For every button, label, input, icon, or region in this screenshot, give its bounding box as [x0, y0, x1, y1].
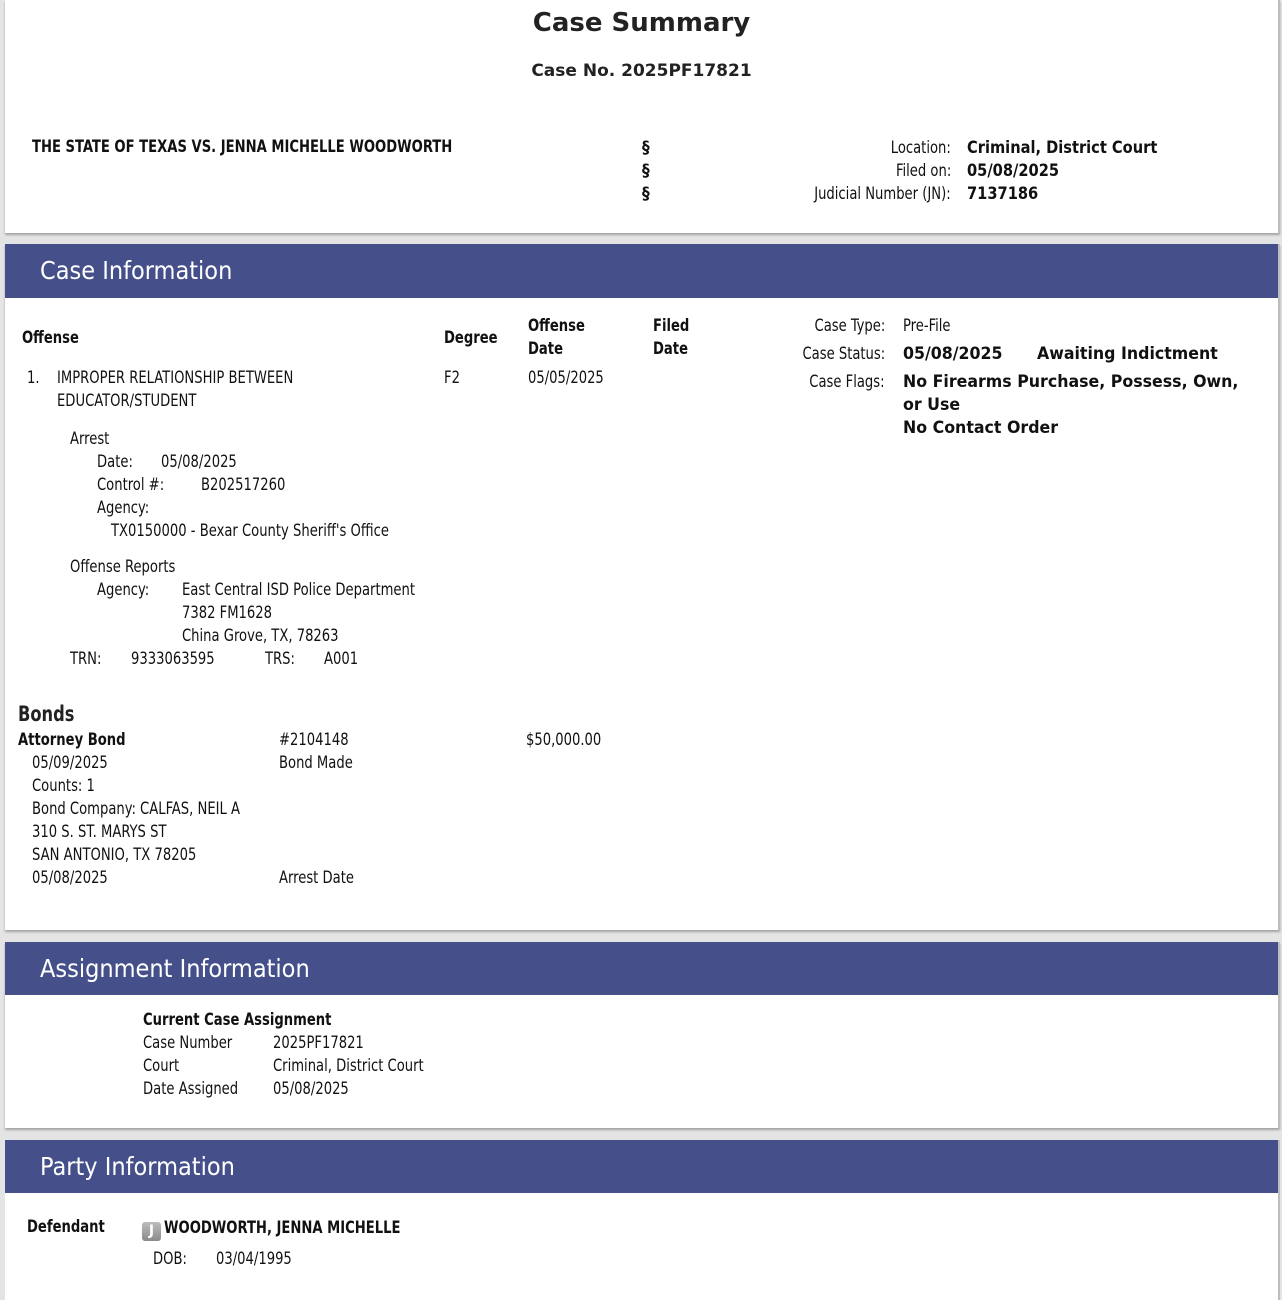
offense-reports-agency-label: Agency:: [97, 580, 150, 600]
case-status-label: Case Status:: [802, 344, 885, 364]
bond-date: 05/09/2025: [32, 753, 108, 773]
bond-arrest-date-label: Arrest Date: [279, 868, 354, 888]
offense-name: IMPROPER RELATIONSHIP BETWEEN: [57, 368, 294, 388]
trs-value: A001: [324, 649, 359, 669]
party-name[interactable]: WOODWORTH, JENNA MICHELLE: [164, 1218, 401, 1238]
offense-reports-address: 7382 FM1628: [182, 603, 273, 623]
section-symbol: §: [642, 184, 650, 204]
offense-reports-city: China Grove, TX, 78263: [182, 626, 339, 646]
assignment-case-number: 2025PF17821: [273, 1033, 364, 1053]
case-style-text: THE STATE OF TEXAS VS. JENNA MICHELLE WOODWORTH: [32, 137, 453, 157]
arrest-date: 05/08/2025: [161, 452, 237, 472]
party-role: Defendant: [27, 1217, 105, 1237]
arrest-heading: Arrest: [70, 429, 110, 449]
assignment-court: Criminal, District Court: [273, 1056, 424, 1076]
case-style: [32, 137, 521, 157]
section-title-assignment-information: Assignment Information: [5, 942, 1278, 995]
assignment-date-label: Date Assigned: [143, 1079, 239, 1099]
offense-date: 05/05/2025: [528, 368, 604, 388]
offense-reports-agency: East Central ISD Police Department: [182, 580, 416, 600]
bond-counts: Counts: 1: [32, 776, 95, 796]
page-title: Case Summary: [532, 8, 751, 38]
bonds-heading: Bonds: [18, 702, 75, 726]
party-name-row[interactable]: [142, 1217, 439, 1241]
assignment-court-label: Court: [143, 1056, 180, 1076]
case-type-label: Case Type:: [814, 316, 885, 336]
filed-on-value: 05/08/2025: [967, 161, 1060, 181]
offense-degree: F2: [444, 368, 460, 388]
filed-on-label: Filed on:: [895, 161, 951, 181]
column-header-filed-date: Filed Date: [653, 316, 690, 359]
case-flags-label: Case Flags:: [809, 372, 885, 392]
section-title-party-information: Party Information: [5, 1140, 1278, 1193]
offense-reports-heading: Offense Reports: [70, 557, 176, 577]
case-type-value: Pre-File: [903, 316, 951, 336]
trn-value: 9333063595: [131, 649, 215, 669]
case-status-text: Awaiting Indictment: [1037, 344, 1218, 364]
arrest-agency-label: Agency:: [97, 498, 150, 518]
offense-name-continued: EDUCATOR/STUDENT: [57, 391, 197, 411]
location-label: Location:: [890, 138, 951, 158]
case-flag: No Contact Order: [903, 418, 1059, 438]
column-header-degree: Degree: [444, 328, 498, 348]
assignment-date: 05/08/2025: [273, 1079, 349, 1099]
trs-label: TRS:: [265, 649, 295, 669]
bond-company-city: SAN ANTONIO, TX 78205: [32, 845, 197, 865]
bond-status: Bond Made: [279, 753, 353, 773]
bond-company: Bond Company: CALFAS, NEIL A: [32, 799, 241, 819]
arrest-control-label: Control #:: [97, 475, 165, 495]
trn-label: TRN:: [70, 649, 102, 669]
column-header-offense-date: Offense Date: [528, 316, 585, 359]
assignment-information-panel: [5, 942, 1280, 1128]
section-title-case-information: Case Information: [5, 244, 1278, 298]
dob-value: 03/04/1995: [216, 1249, 292, 1269]
location-value: Criminal, District Court: [967, 138, 1158, 158]
bond-number: #2104148: [279, 730, 349, 750]
case-information-panel: [5, 244, 1280, 930]
arrest-date-label: Date:: [97, 452, 133, 472]
case-status-value: 05/08/2025: [903, 344, 1003, 364]
assignment-case-number-label: Case Number: [143, 1033, 233, 1053]
bond-arrest-date: 05/08/2025: [32, 868, 108, 888]
section-symbol: §: [642, 138, 650, 158]
judicial-number-value: 7137186: [967, 184, 1039, 204]
bond-company-address: 310 S. ST. MARYS ST: [32, 822, 167, 842]
juvenile-icon: J: [142, 1222, 161, 1241]
current-assignment-heading: Current Case Assignment: [143, 1010, 332, 1030]
case-header-panel: [5, 0, 1280, 233]
case-flag-continued: or Use: [903, 395, 961, 415]
case-flag: No Firearms Purchase, Possess, Own,: [903, 372, 1239, 392]
bond-amount: $50,000.00: [526, 730, 602, 750]
section-symbol: §: [642, 161, 650, 181]
case-number-heading: Case No. 2025PF17821: [531, 61, 752, 81]
arrest-agency: TX0150000 - Bexar County Sheriff's Office: [111, 521, 389, 541]
dob-label: DOB:: [153, 1249, 187, 1269]
offense-number: 1.: [27, 368, 40, 388]
bond-type: Attorney Bond: [18, 730, 126, 750]
arrest-control-number: B202517260: [201, 475, 286, 495]
party-information-panel: [5, 1140, 1280, 1300]
judicial-number-label: Judicial Number (JN):: [814, 184, 951, 204]
column-header-offense: Offense: [22, 328, 79, 348]
